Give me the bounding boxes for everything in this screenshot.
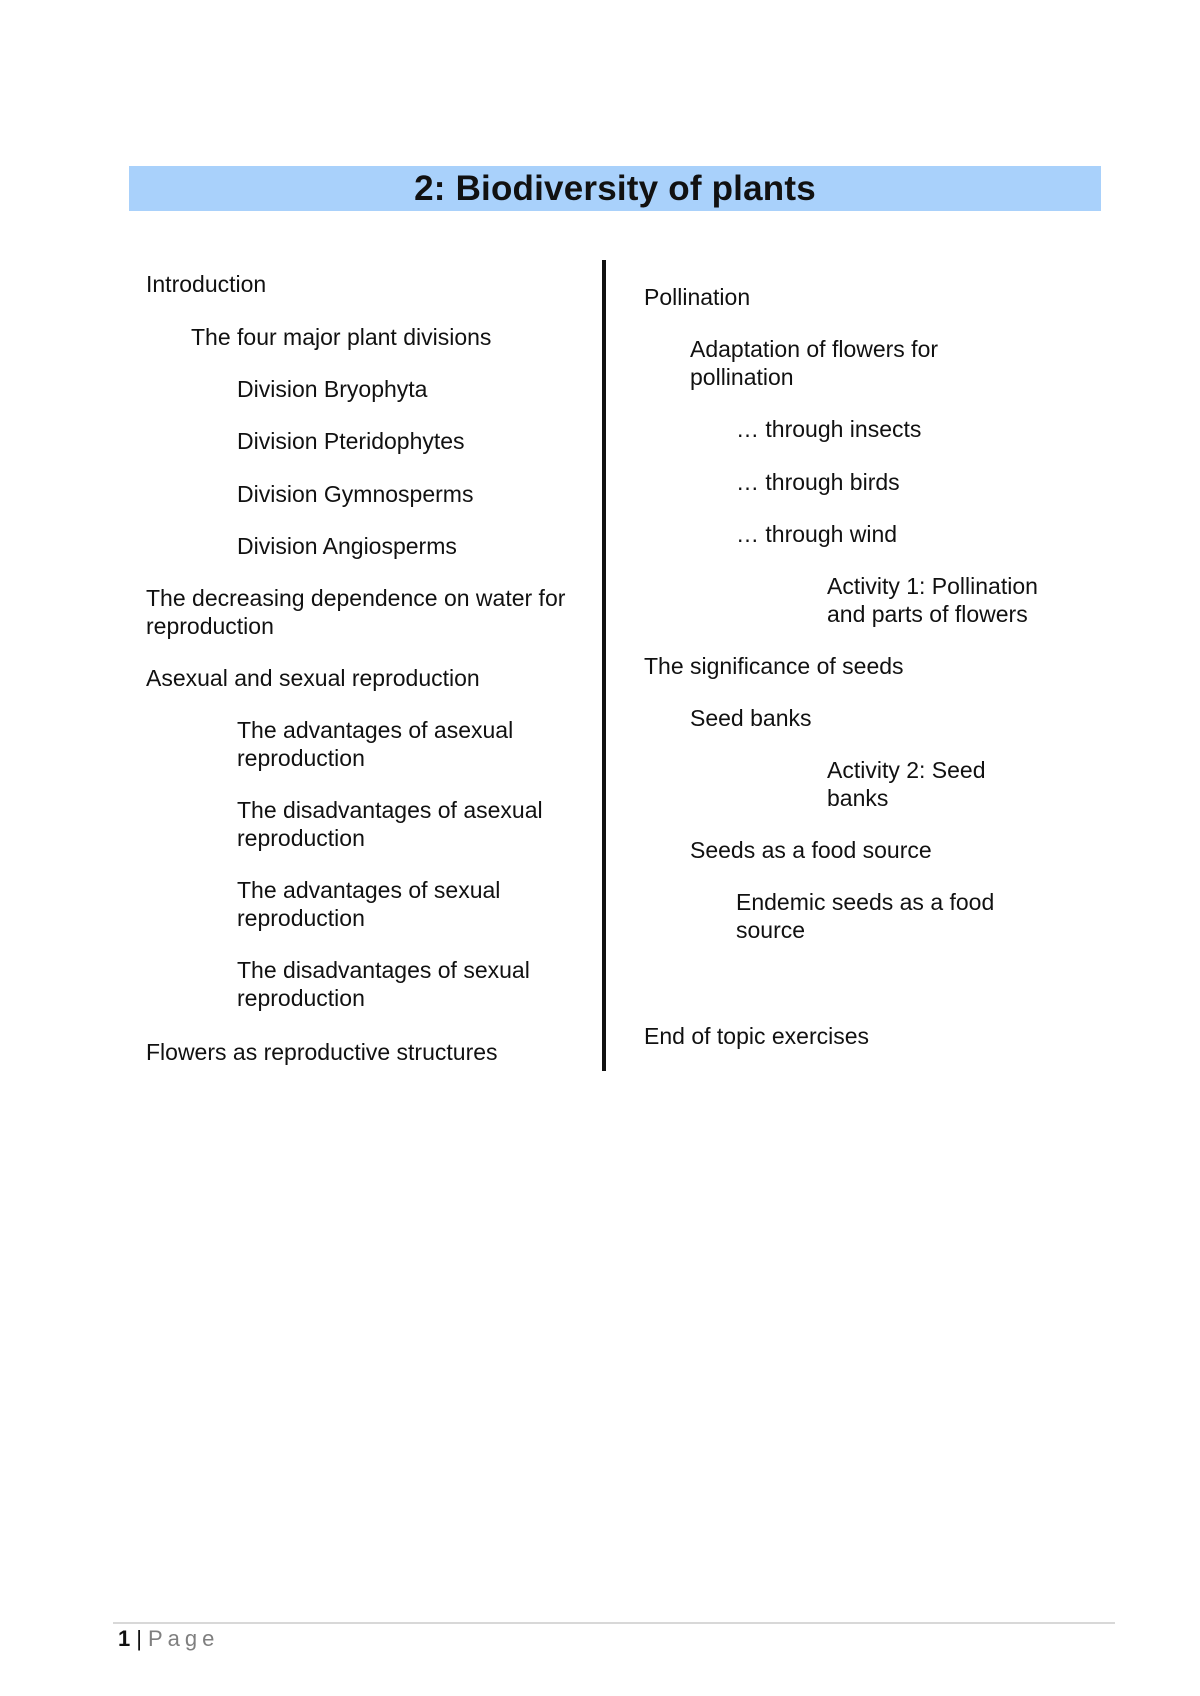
toc-item-activity-2[interactable]: Activity 2: Seed banks [827, 757, 986, 811]
toc-item-pollination[interactable]: Pollination [644, 284, 751, 310]
toc-item-bryophyta[interactable]: Division Bryophyta [237, 376, 428, 402]
toc-item-asexual-sexual[interactable]: Asexual and sexual reproduction [146, 665, 480, 691]
toc-item-significance-seeds[interactable]: The significance of seeds [644, 653, 904, 679]
toc-item-advantages-asexual[interactable]: The advantages of asexual reproduction [237, 717, 514, 771]
toc-item-gymnosperms[interactable]: Division Gymnosperms [237, 481, 474, 507]
footer-separator: | [136, 1626, 142, 1651]
page-footer [118, 1626, 219, 1652]
toc-item-through-insects[interactable]: … through insects [736, 416, 922, 442]
page-number: 1 [118, 1626, 131, 1651]
toc-item-through-birds[interactable]: … through birds [736, 469, 900, 495]
page-label: Page [147, 1626, 220, 1651]
toc-item-seeds-food-source[interactable]: Seeds as a food source [690, 837, 932, 863]
toc-item-pteridophytes[interactable]: Division Pteridophytes [237, 428, 465, 454]
toc-item-decreasing-dependence[interactable]: The decreasing dependence on water for reproduction [146, 585, 566, 639]
toc-item-angiosperms[interactable]: Division Angiosperms [237, 533, 457, 559]
toc-item-seed-banks[interactable]: Seed banks [690, 705, 812, 731]
toc-item-disadvantages-asexual[interactable]: The disadvantages of asexual reproduction [237, 797, 543, 851]
toc-item-flowers-structures[interactable]: Flowers as reproductive structures [146, 1039, 498, 1065]
toc-item-advantages-sexual[interactable]: The advantages of sexual reproduction [237, 877, 501, 931]
toc-item-introduction[interactable]: Introduction [146, 271, 267, 297]
toc-item-through-wind[interactable]: … through wind [736, 521, 898, 547]
footer-divider [113, 1622, 1115, 1624]
toc-item-disadvantages-sexual[interactable]: The disadvantages of sexual reproduction [237, 957, 530, 1011]
toc-item-adaptation-flowers[interactable]: Adaptation of flowers for pollination [690, 336, 939, 390]
toc-item-four-major-divisions[interactable]: The four major plant divisions [191, 324, 492, 350]
toc-item-activity-1[interactable]: Activity 1: Pollination and parts of flowers [827, 573, 1038, 627]
page-title: 2: Biodiversity of plants [414, 168, 816, 208]
toc-item-endemic-seeds[interactable]: Endemic seeds as a food source [736, 889, 995, 943]
toc-item-end-of-topic[interactable]: End of topic exercises [644, 1023, 870, 1049]
